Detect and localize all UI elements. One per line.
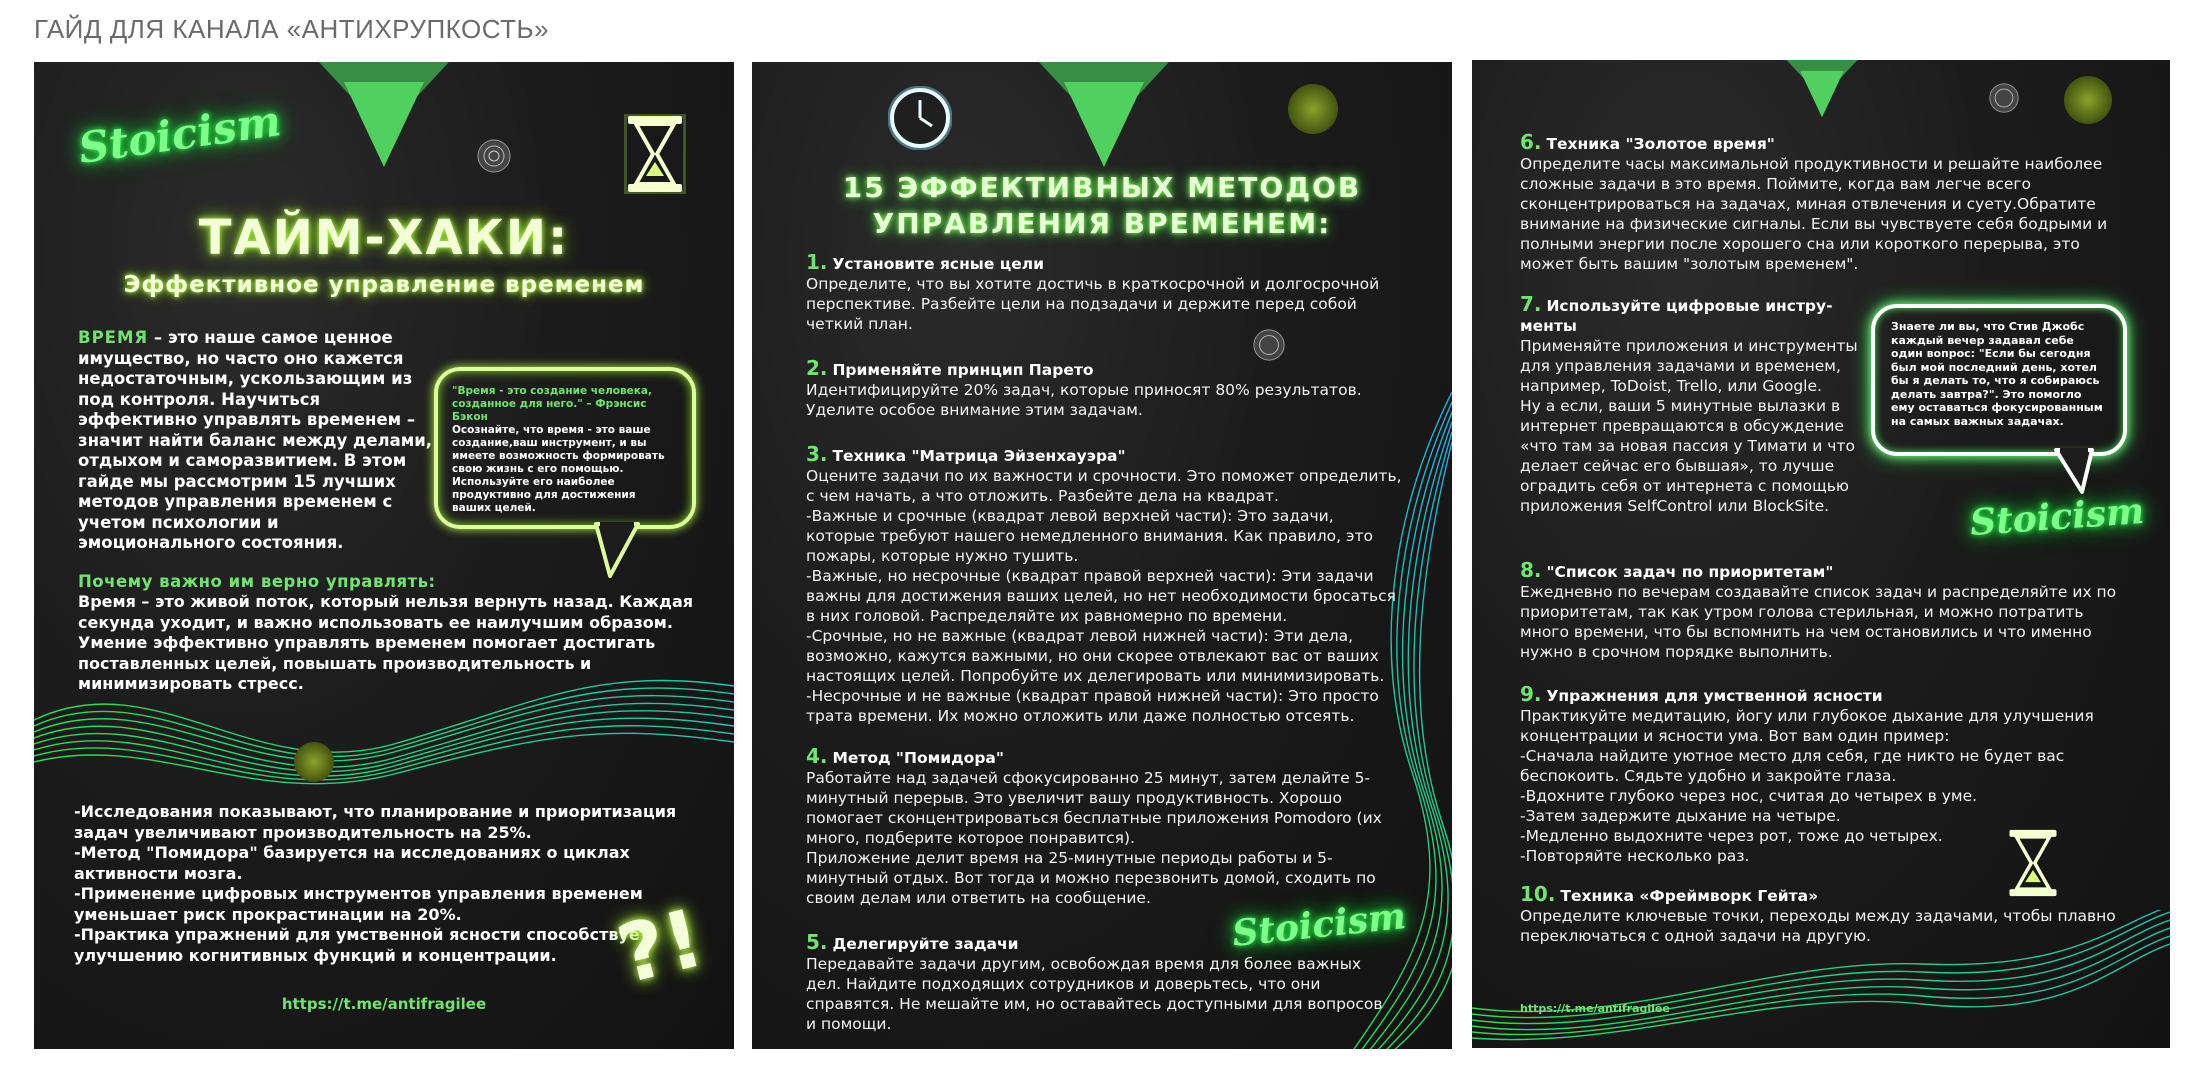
method-number: 10. (1520, 882, 1556, 906)
method-heading: "Список задач по приоритетам" (1546, 563, 1834, 581)
page-title: ГАЙД ДЛЯ КАНАЛА «АНТИХРУПКОСТЬ» (34, 14, 550, 44)
guide-page-3 (1472, 60, 2170, 1048)
method-body: Практикуйте медитацию, йогу или глубокое дыхание для улучшения концентрации и ясности ума. Вот вам один пример: -Сначала найдите уютное место для себя, где никто не будет вас беспокоить. Сядьте удобно и закройте глаза. -Вдохните глубоко через нос, считая до четырех в уме. -Затем задержите дыхание на четыре. -Медленно выдохните через рот, тоже до четырех. -Повторяйте несколько раз. (1520, 707, 2094, 865)
stoicism-logo: Stoicism (1968, 489, 2146, 545)
clock-icon (888, 86, 952, 150)
method-number: 8. (1520, 558, 1542, 582)
chevron-down-icon (1034, 62, 1174, 172)
quote-body: Осознайте, что время - это ваше создание,ваш инструмент, и вы имеете возможность формировать свою жизнь с его помощью. Используйте его наиболее продуктивно для достижения ваших целей. (452, 424, 665, 514)
method-number: 6. (1520, 130, 1542, 154)
heading-line-1: 15 ЭФФЕКТИВНЫХ МЕТОДОВ (842, 171, 1362, 204)
method-heading: Используйте цифровые инстру- менты (1520, 297, 1833, 335)
channel-link[interactable]: https://t.me/antifragilee (1520, 1002, 1670, 1015)
neon-wave (34, 662, 734, 812)
heading-line-2: УПРАВЛЕНИЯ ВРЕМЕНЕМ: (872, 207, 1332, 240)
fact-item: -Практика упражнений для умственной ясности способствует улучшению когнитивных функций и концентрации. (74, 925, 650, 965)
method-number: 5. (806, 930, 828, 954)
guide-page-2 (752, 62, 1452, 1049)
why-paragraph: Время – это живой поток, который нельзя вернуть назад. Каждая секунда уходит, и важно использовать ее наилучшим образом. Умение эффективно управлять временем помогает достигать поставленных целей, повышать производительность и минимизировать стресс. (78, 592, 694, 693)
method-number: 2. (806, 356, 828, 380)
method-number: 4. (806, 744, 828, 768)
hourglass-icon (2006, 828, 2060, 898)
method-heading: Применяйте принцип Парето (832, 361, 1094, 379)
fractal-disk-icon (1988, 82, 2020, 114)
method-4 (806, 746, 1386, 908)
method-7 (1520, 294, 1860, 516)
method-heading: Метод "Помидора" (832, 749, 1004, 767)
method-heading: Делегируйте задачи (832, 935, 1019, 953)
method-number: 3. (806, 442, 828, 466)
method-8 (1520, 560, 2120, 662)
page-heading (752, 170, 1452, 242)
method-body: Определите часы максимальной продуктивности и решайте наиболее сложные задачи в это время. Поймите, когда вам легче всего сконцентрироваться на задачах, миная отвлечения и суету.Обратите внимание на физические сигналы. Если вы чувствуете себя бодрыми и полными энергии после хорошего сна или короткого перерыва, это может быть вашим "золотым временем". (1520, 155, 2108, 273)
method-heading: Упражнения для умственной ясности (1546, 687, 1883, 705)
method-heading: Техника "Золотое время" (1546, 135, 1775, 153)
intro-text: – это наше самое ценное имущество, но часто оно кажется недостаточным, ускользающим из под контроля. Научиться эффективно управлять временем – значит найти баланс между делами, отдыхом и саморазвитием. В этом гайде мы рассмотрим 15 лучших методов управления временем с учетом психологии и эмоционального состояния. (78, 328, 433, 552)
method-heading: Техника «Фреймворк Гейта» (1560, 887, 1819, 905)
page-subheading: Эффективное управление временем (123, 272, 645, 298)
stoicism-logo: Stoicism (1230, 895, 1408, 955)
quote-bubble (434, 367, 696, 529)
method-heading: Установите ясные цели (832, 255, 1044, 273)
intro-paragraph (78, 328, 438, 554)
bubble-tail (2052, 448, 2102, 498)
fact-bubble: Знаете ли вы, что Стив Джобс каждый вечер задавал себе один вопрос: "Если бы сегодня был мой последний день, хотел бы я делать то, что я собираюсь делать завтра?". Это помогло ему оставаться фокусированным на самых важных задачах. (1871, 304, 2127, 456)
method-body: Передавайте задачи другим, освобождая время для более важных дел. Найдите подходящих сотрудников и доверьтесь, что они справятся. Не мешайте им, но оставайтесь доступными для вопросов и помощи. (806, 955, 1383, 1033)
chevron-down-icon (1772, 60, 1872, 120)
fractal-disk-icon (476, 138, 512, 174)
method-6 (1520, 132, 2120, 274)
gold-disk-icon (2064, 76, 2112, 124)
hourglass-icon (624, 114, 686, 194)
method-body: Определите, что вы хотите достичь в краткосрочной и долгосрочной перспективе. Разбейте цели на подзадачи и держите перед собой четкий план. (806, 275, 1380, 333)
method-body: Оцените задачи по их важности и срочности. Это поможет определить, с чем начать, а что отложить. Разбейте дела на квадрат. -Важные и срочные (квадрат левой верхней части): Это задачи, которые требуют нашего немедленного внимания. Как правило, это пожары, которые нужно тушить. -Важные, но несрочные (квадрат правой верхней части): Эти задачи важны для достижения ваших целей, но нет необходимости бросаться в них головой. Распределяйте их равномерно по времени. -Срочные, но не важные (квадрат левой нижней части): Эти дела, возможно, кажутся важными, но они скорее отвлекают вас от ваших настоящих целей. Попробуйте их делегировать или минимизировать. -Несрочные и не важные (квадрат правой нижней части): Это просто трата времени. Их можно отложить или даже полностью отсеять. (806, 467, 1402, 725)
gold-disk-icon (1288, 84, 1338, 134)
method-body: Ежедневно по вечерам создавайте список задач и распределяйте их по приоритетам, так как утром голова стерильная, и можно потратить много времени, что бы вспомнить на чем остановились и что именно нужно в срочном порядке выполнить. (1520, 583, 2117, 661)
guide-page-1 (34, 62, 734, 1049)
method-1 (806, 252, 1406, 334)
channel-link[interactable]: https://t.me/antifragilee (281, 995, 487, 1013)
fact-item: -Метод "Помидора" базируется на исследованиях о циклах активности мозга. (74, 843, 630, 883)
gold-disk-icon (294, 742, 334, 782)
method-5 (806, 932, 1386, 1034)
chevron-down-icon (314, 62, 454, 172)
method-number: 7. (1520, 292, 1542, 316)
method-number: 9. (1520, 682, 1542, 706)
page-heading: ТАЙМ-ХАКИ: (198, 210, 570, 266)
intro-highlight: ВРЕМЯ (78, 328, 149, 347)
why-heading: Почему важно им верно управлять: (78, 572, 436, 591)
method-body: Определите ключевые точки, переходы между задачами, чтобы плавно переключаться с одной задачи на другую. (1520, 907, 2116, 945)
method-number: 1. (806, 250, 828, 274)
method-body: Идентифицируйте 20% задач, которые приносят 80% результатов. Уделите особое внимание этим задачам. (806, 381, 1362, 419)
method-2 (806, 358, 1406, 420)
method-body: Применяйте приложения и инструменты для управления задачами и временем, например, ToDoist, Trello, или Google. Ну а если, ваши 5 минутные вылазки в интернет превращаются в обсуждение «что там за новая пассия у Тимати и что делает сейчас его бывшая», то лучше оградить себя от интернета с помощью приложения SelfControl или BlockSite. (1520, 337, 1858, 515)
question-exclamation-icon: ?! (608, 891, 712, 1002)
fact-item: -Применение цифровых инструментов управления временем уменьшает риск прокрастинации на 20%. (74, 884, 643, 924)
quote-text: "Время - это создание человека, созданное для него." – Фрэнсис Бэкон (452, 385, 652, 423)
method-3 (806, 444, 1406, 726)
neon-wave (1472, 910, 2170, 1048)
method-heading: Техника "Матрица Эйзенхауэра" (832, 447, 1126, 465)
stoicism-logo: Stoicism (75, 96, 284, 173)
fact-item: -Исследования показывают, что планирование и приоритизация задач увеличивают производительность на 25%. (74, 802, 677, 842)
method-body: Работайте над задачей сфокусированно 25 минут, затем делайте 5-минутный перерыв. Это увеличит вашу продуктивность. Хорошо помогает сконцентрироваться бесплатные приложения Pomodoro (их много, подберите которое понравится). Приложение делит время на 25-минутные периоды работы и 5-минутный отдых. Вот тогда и можно перезвонить домой, сходить по своим делам или ответить на сообщение. (806, 769, 1382, 907)
